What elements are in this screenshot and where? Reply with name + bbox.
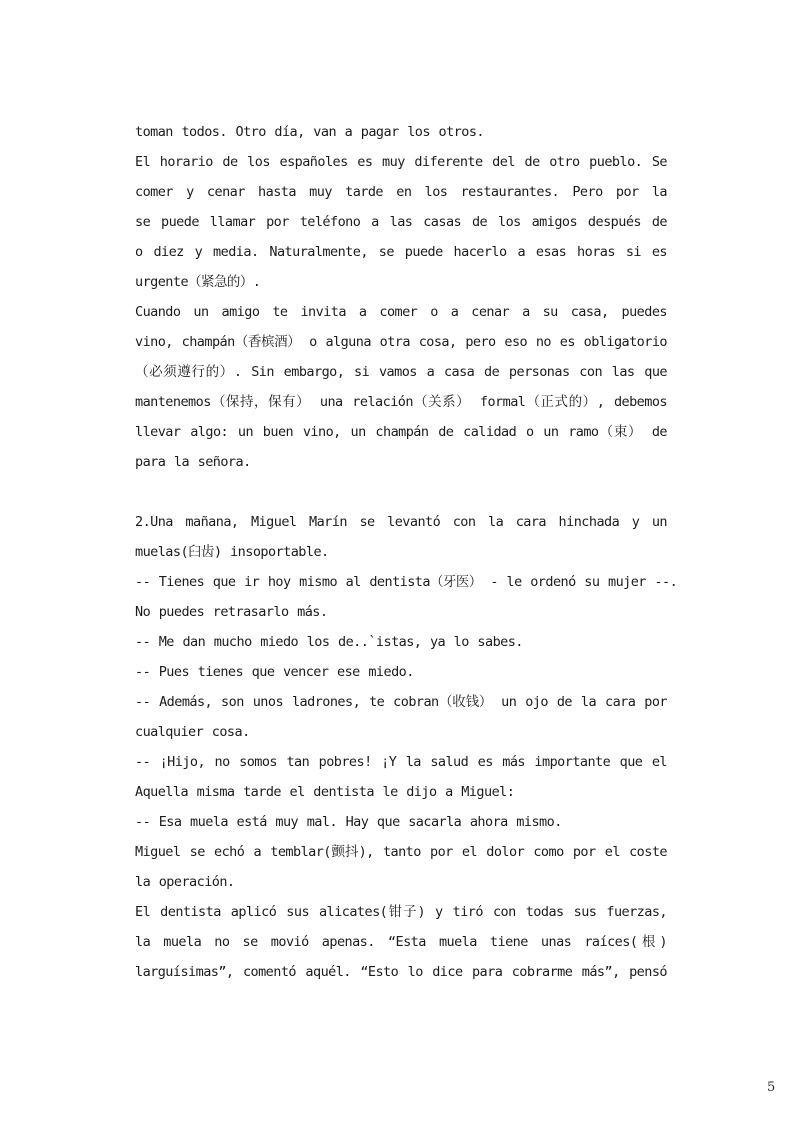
- text-line: -- Esa muela está muy mal. Hay que sacarla ahora mismo.: [135, 814, 562, 830]
- text-line: -- Pues tienes que vencer ese miedo.: [135, 664, 414, 680]
- text-line: -- Me dan mucho miedo los de..`istas, ya lo sabes.: [135, 634, 523, 650]
- text-line: urgente（紧急的）.: [135, 274, 261, 290]
- text-line: （必须遵行的）. Sin embargo, si vamos a casa de personas con las que: [135, 364, 667, 380]
- text-line: El horario de los españoles es muy diferente del de otro pueblo. Se: [135, 154, 667, 170]
- text-line: No puedes retrasarlo más.: [135, 604, 328, 620]
- text-line: vino, champán（香槟酒） o alguna otra cosa, pero eso no es obligatorio: [135, 334, 667, 350]
- text-line: -- Además, son unos ladrones, te cobran（收钱） un ojo de la cara por: [135, 694, 667, 710]
- text-line: muelas(臼齿) insoportable.: [135, 544, 329, 560]
- text-line: -- Tienes que ir hoy mismo al dentista（牙医） - le ordenó su mujer --.: [135, 574, 678, 590]
- text-line: Miguel se echó a temblar(颤抖), tanto por el dolor como por el coste: [135, 844, 667, 860]
- text-line: la muela no se movió apenas. “Esta muela tiene unas raíces(根): [135, 934, 667, 950]
- page-number: 5: [767, 1080, 776, 1095]
- text-line: mantenemos（保持，保有） una relación（关系） formal（正式的）, debemos: [135, 394, 667, 410]
- body-text: [135, 117, 678, 987]
- text-line: se puede llamar por teléfono a las casas de los amigos después de: [135, 214, 667, 230]
- text-line: para la señora.: [135, 454, 251, 470]
- text-line: El dentista aplicó sus alicates(钳子) y tiró con todas sus fuerzas,: [135, 904, 667, 920]
- text-line: -- ¡Hijo, no somos tan pobres! ¡Y la salud es más importante que el: [135, 754, 667, 770]
- text-line: comer y cenar hasta muy tarde en los restaurantes. Pero por la: [135, 184, 667, 200]
- text-line: 2.Una mañana, Miguel Marín se levantó con la cara hinchada y un: [135, 514, 667, 530]
- text-line: toman todos. Otro día, van a pagar los otros.: [135, 124, 484, 140]
- text-line: Aquella misma tarde el dentista le dijo a Miguel:: [135, 784, 515, 800]
- text-line: cualquier cosa.: [135, 724, 250, 740]
- text-line: llevar algo: un buen vino, un champán de calidad o un ramo（束） de: [135, 424, 667, 440]
- text-line: Cuando un amigo te invita a comer o a cenar a su casa, puedes: [135, 304, 667, 320]
- paragraph-gap: [135, 477, 667, 507]
- text-line: o diez y media. Naturalmente, se puede hacerlo a esas horas si es: [135, 244, 667, 260]
- text-line: larguísimas”, comentó aquél. “Esto lo dice para cobrarme más”, pensó: [135, 964, 667, 980]
- text-line: la operación.: [135, 874, 235, 890]
